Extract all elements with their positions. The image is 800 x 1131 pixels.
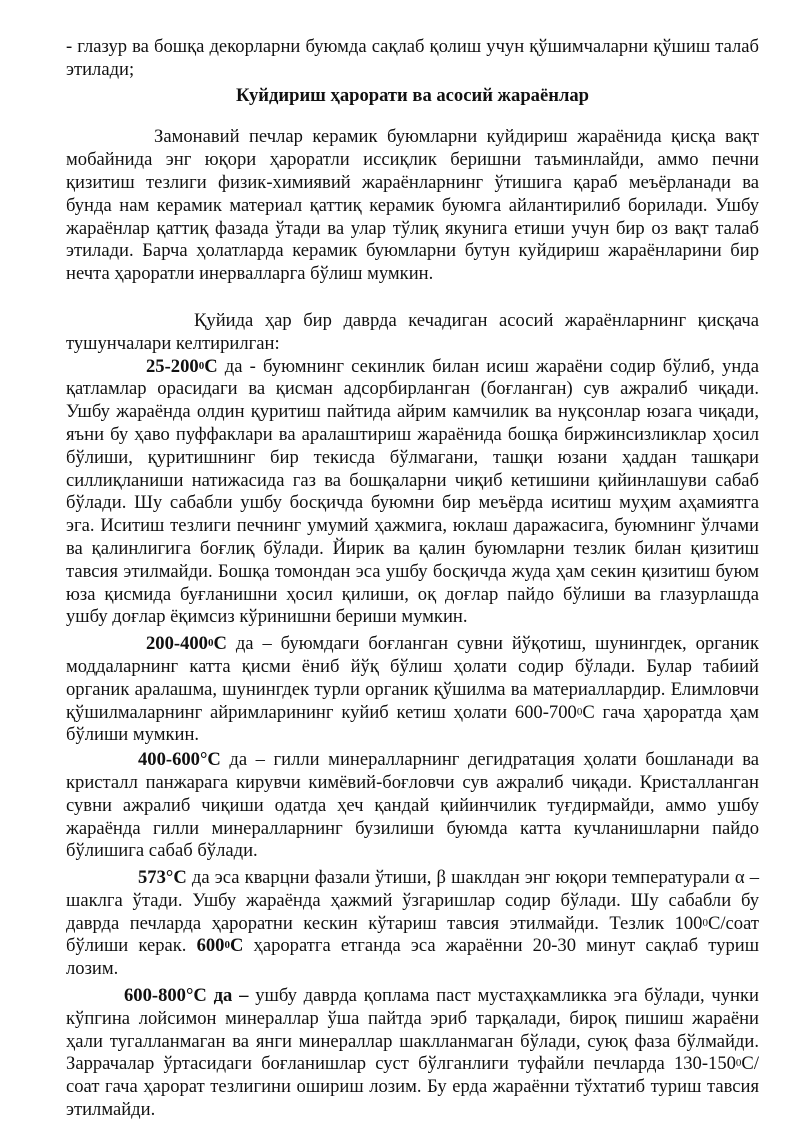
stage-text: да – буюмдаги боғланган сувни йўқотиш, шунингдек, органик моддаларнинг катта қисми ёниб йўқ бўлиш ҳолати содир бўлади. Булар табиий органик аралашма, шунингдек турли органик қўшилма ва материаллардир. Елимловчи қўшилмаларнинг айримларининг куйиб кетиш ҳолати 600-700 (66, 633, 759, 723)
stage-25-200 (66, 356, 759, 630)
temperature-label: 600-800°С да – (124, 985, 249, 1007)
temperature-label: $25-200^0С$ (146, 355, 218, 377)
stage-text: да – гилли минералларнинг дегидратация ҳолати бошланади ва кристалл панжарага кирувчи кимёвий-боғловчи сув ажралиб чиқади. Кристалланган сувни ажралиб чиқиши одатда ҳеч қандай қийинчилик туғдирмайди, аммо ушбу жараёнда гилли минералларнинг бузилиши буюмда катта кучланишларни пайдо бўлишига сабаб бўлади. (66, 749, 759, 862)
stage-600-800: 600-800°С да – ушбу даврда қоплама паст мустаҳкамликка эга бўлади, чунки кўпгина лойсимон минераллар ўша пайтда эриб тарқалади, бироқ пишиш жараёни ҳали тугалланмаган ва янги минераллар шаклланмаган бўлади, суюқ фаза бўлмайди. Заррачалар ўртасидаги боғланишлар суст бўлганлиги туфайли печларда $130-150^0С$/соат гача ҳарорат тезлигини ошириш лозим. Бу ерда жараённи тўхтатиб туриш тавсия этилмайди. (66, 985, 759, 1121)
stage-400-600 (66, 749, 759, 863)
intro-line: - глазур ва бошқа декорларни буюмда сақлаб қолиш учун қўшимчаларни қўшиш талаб этилади; (66, 36, 759, 80)
paragraph-stages-intro: Қуйида ҳар бир даврда кечадиган асосий жараёнларнинг қисқача тушунчалари келтирилган: (66, 309, 759, 354)
temperature-label: 400-600°С (138, 749, 221, 771)
temperature-label: $200-400^0С$ (146, 633, 227, 655)
stage-text: ушбу даврда қоплама паст мустаҳкамликка эга бўлади, чунки кўпгина лойсимон минераллар ўша пайтда эриб тарқалади, бироқ пишиш жараёни ҳали тугалланмаган ва янги минераллар шаклланмаган бўлади, суюқ фаза бўлмайди. Заррачалар ўртасидаги боғланишлар суст бўлганлиги туфайли печларда 130-150 (66, 985, 759, 1075)
temperature-label: 573°С (138, 867, 187, 889)
temperature-label-600: $600^0С$ (196, 935, 244, 957)
stage-573: 573°С да эса кварцни фазали ўтиши, β шаклдан энг юқори температурали α – шаклга ўтади. Ушбу жараёнда ҳажмий ўзгаришлар содир бўлади. Шу сабабли бу даврда печларда ҳароратни кескин кўтариш тавсия этилмайди. Тезлик $100^0С$/соат бўлиши керак. $600^0С$ ҳароратга етганда эса жараённи 20-30 минут сақлаб туриш лозим. (66, 867, 760, 980)
section-heading: Куйдириш ҳарорати ва асосий жараёнлар (235, 84, 590, 106)
stage-text: да эса кварцни фазали ўтиши, β шаклдан энг юқори температурали α – шаклга ўтади. Ушбу жараёнда ҳажмий ўзгаришлар содир бўлади. Шу сабабли бу даврда печларда ҳароратни кескин кўтариш тавсия этилмайди. Тезлик 100 (66, 867, 759, 934)
stage-text: да - буюмнинг секинлик билан исиш жараёни содир бўлиб, унда қатламлар орасидаги ва қисман адсорбирланган (боғланган) сув ажралиб чиқади. Ушбу жараёнда олдин қуритиш пайтида айрим камчилик ва нуқсонлар юзага чиқади, яъни бу ҳаво пуффаклари ва аралаштириш жараёнида бошқа биржинсизликлар ҳосил бўлиши, қуритишнинг бир текисда бўлмагани, ташқи юзани ҳаддан ташқари силлиқланиши натижасида газ ва бошқаларни чиқиб кетишини қийинлашуви сабаб бўлади. Шу сабабли ушбу босқичда буюмни бир меъёрда иситиш муҳим аҳамиятга эга. Иситиш тезлиги печнинг умумий ҳажмига, юклаш даражасига, буюмнинг ўлчами ва қалинлигига боғлиқ бўлади. Йирик ва қалин буюмларни тезлик билан қизитиш тавсия этилмайди. Бошқа томондан эса ушбу босқичда жуда ҳам секин қизитиш буюм юза қисмида буғланишни ҳосил қилиши, оқ доғлар пайдо бўлиши ва глазурлашда ушбу доғлар ёқимсиз кўринишни бериши мумкин. (66, 355, 759, 628)
paragraph-modern-kilns: Замонавий печлар керамик буюмларни куйдириш жараёнида қисқа вақт мобайнида энг юқори ҳароратли иссиқлик беришни таъминлайди, аммо печни қизитиш тезлиги физик-химиявий жараёнларнинг ўтишига қараб меъёрланади ва бунда нам керамик материал қаттиқ керамик буюмга айлантирилиб борилади. Ушбу жараёнлар қаттиқ фазада ўтади ва улар тўлиқ якунига етиши учун бир оз вақт талаб этилади. Барча ҳолатларда керамик буюмларни бутун куйдириш жараёнларини бир нечта ҳароратли инервалларга бўлиш мумкин. (66, 126, 759, 285)
stage-200-400: $200-400^0С$ да – буюмдаги боғланган сувни йўқотиш, шунингдек, органик моддаларнинг катта қисми ёниб йўқ бўлиш ҳолати содир бўлади. Булар табиий органик аралашма, шунингдек турли органик қўшилма ва материаллардир. Елимловчи қўшилмаларнинг айримларининг куйиб кетиш ҳолати $600-700^0С$ гача ҳароратда ҳам бўлиши мумкин. (66, 633, 759, 746)
stage-text-end: С гача ҳароратда ҳам бўлиши мумкин. (66, 701, 759, 746)
